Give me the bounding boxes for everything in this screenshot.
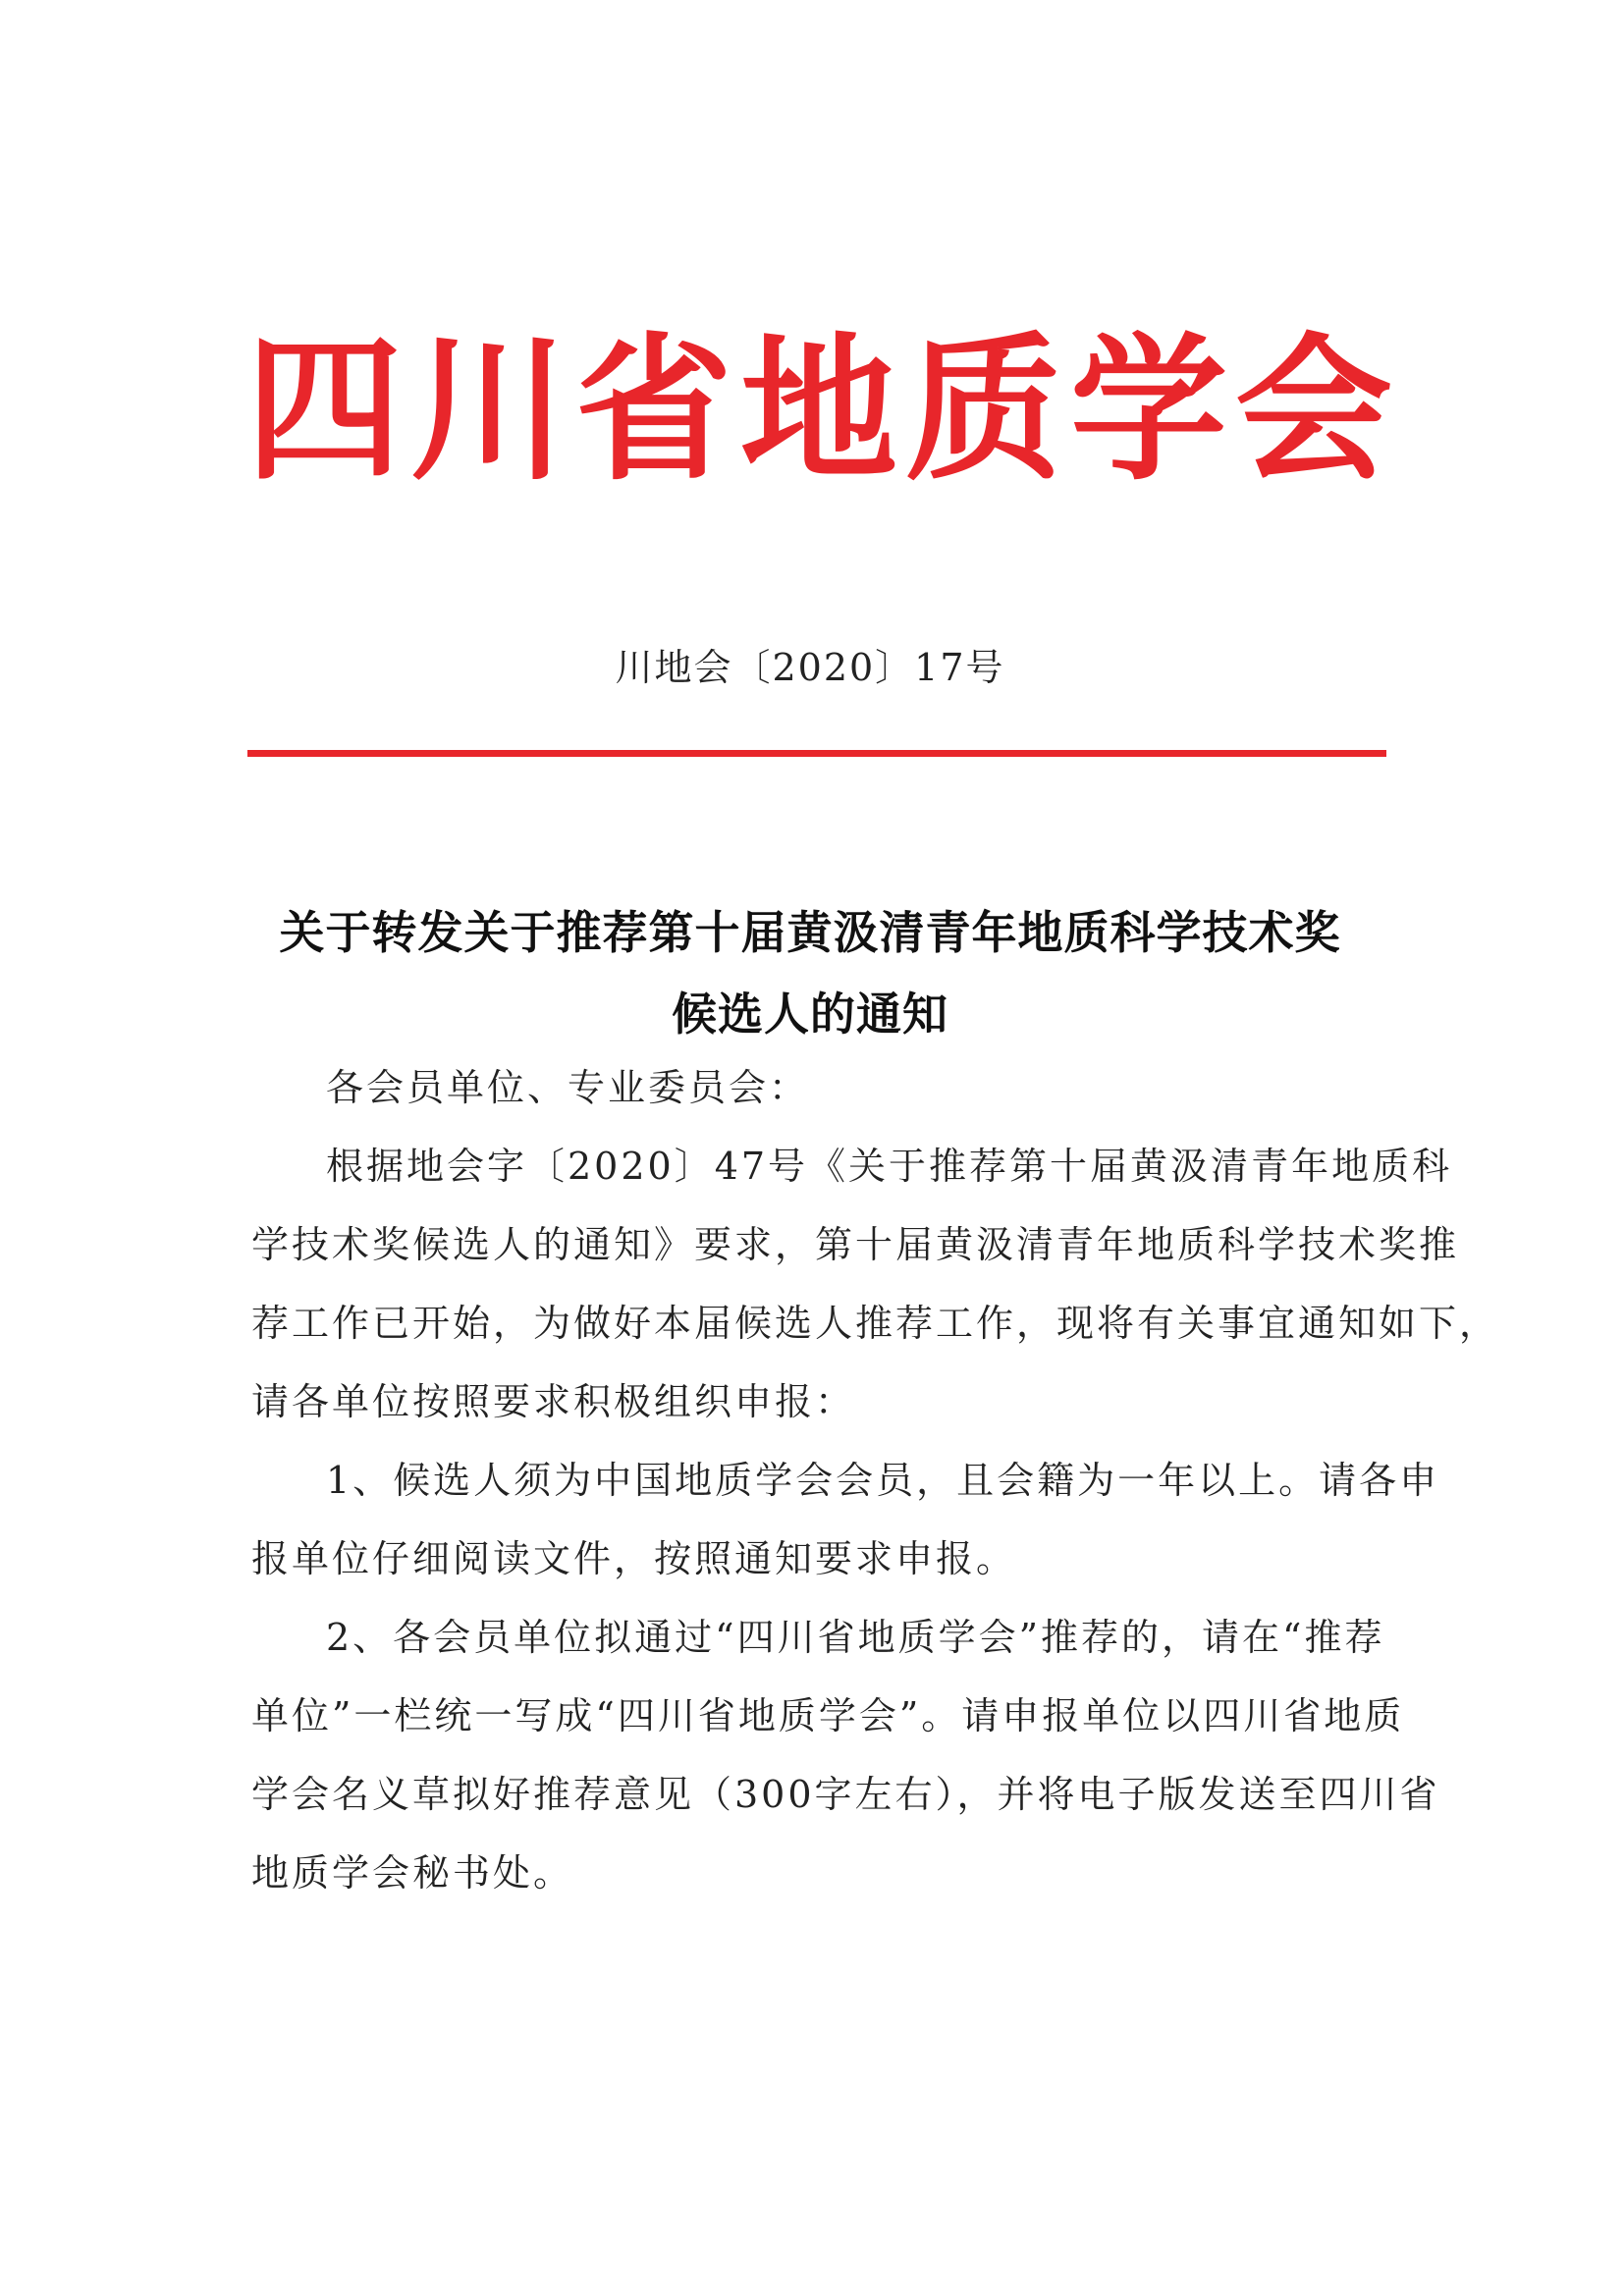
notice-title-line-1: 关于转发关于推荐第十届黄汲清青年地质科学技术奖	[279, 906, 1341, 959]
paragraph-line: 学会名义草拟好推荐意见（300字左右），并将电子版发送至四川省	[251, 1773, 1440, 1816]
paragraph-line: 2、各会员单位拟通过“四川省地质学会”推荐的，请在“推荐	[326, 1616, 1385, 1659]
organization-masthead: 四川省地质学会	[245, 318, 1401, 502]
paragraph-line: 荐工作已开始，为做好本届候选人推荐工作，现将有关事宜通知如下，	[251, 1302, 1500, 1345]
paragraph-line: 报单位仔细阅读文件，按照通知要求申报。	[251, 1537, 1017, 1580]
paragraph-line: 学技术奖候选人的通知》要求，第十届黄汲清青年地质科学技术奖推	[251, 1223, 1460, 1266]
paragraph-line: 地质学会秘书处。	[251, 1851, 574, 1895]
notice-title-line-2: 候选人的通知	[672, 988, 948, 1041]
document-number: 川地会〔2020〕17号	[615, 646, 1005, 689]
paragraph-line: 根据地会字〔2020〕47号《关于推荐第十届黄汲清青年地质科	[326, 1145, 1453, 1188]
red-divider-line	[247, 750, 1386, 757]
paragraph-line: 1、候选人须为中国地质学会会员，且会籍为一年以上。请各申	[326, 1459, 1440, 1502]
notice-body	[251, 1048, 1500, 1912]
paragraph-line: 请各单位按照要求积极组织申报：	[251, 1380, 856, 1423]
salutation: 各会员单位、专业委员会：	[326, 1066, 810, 1109]
paragraph-line: 单位”一栏统一写成“四川省地质学会”。请申报单位以四川省地质	[251, 1694, 1405, 1737]
